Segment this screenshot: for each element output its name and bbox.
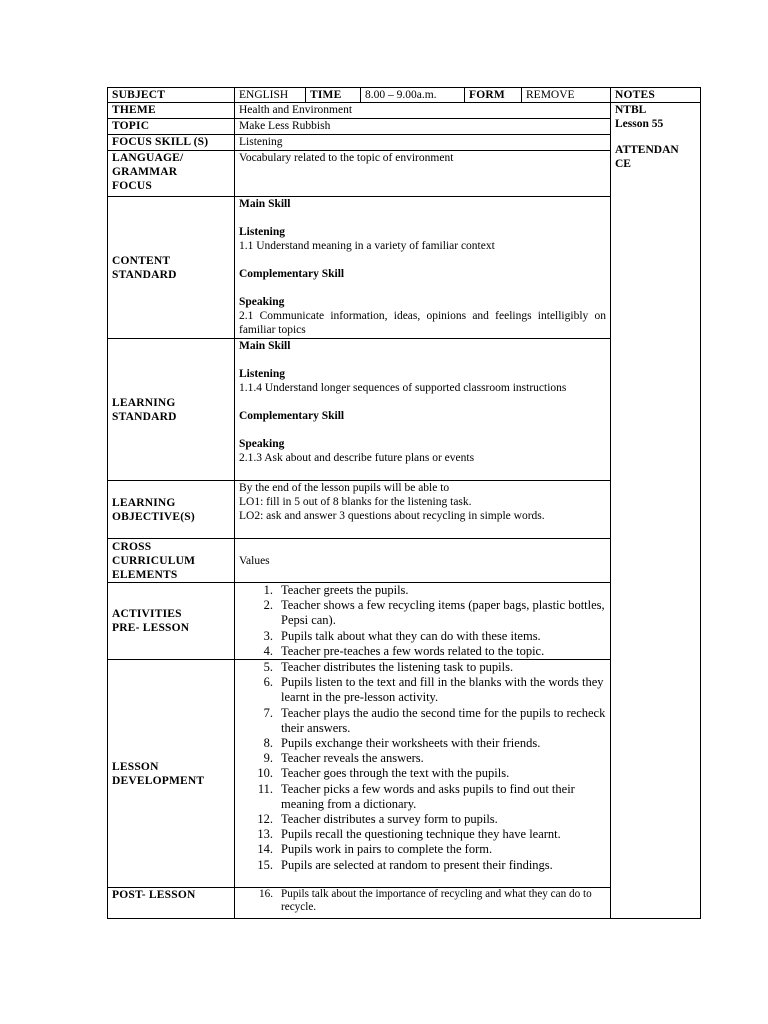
activity-text: Teacher greets the pupils. — [281, 583, 409, 597]
activity-number: 3. — [263, 628, 273, 643]
form-label: FORM — [465, 88, 522, 103]
lesson-development-item — [239, 858, 606, 873]
notes-attendance-1: ATTENDAN — [615, 144, 679, 156]
activity-number: 1. — [263, 583, 273, 597]
lesson-development-list-cell — [235, 660, 611, 888]
activity-text: Pupils listen to the text and fill in the blanks with the words they learnt in the pre-lesson activity. — [281, 675, 604, 705]
lesson-development-item — [239, 812, 606, 827]
theme-value: Health and Environment — [235, 103, 611, 119]
activity-number: 14. — [257, 842, 273, 857]
lo1-text: LO1: fill in 5 out of 8 blanks for the listening task. — [239, 496, 472, 508]
cs-main-skill-name: Listening — [239, 226, 286, 238]
activity-text: Teacher pre-teaches a few words related to the topic. — [281, 643, 545, 658]
lesson-development-item — [239, 706, 606, 736]
activity-number: 8. — [263, 736, 273, 751]
topic-label: TOPIC — [108, 119, 235, 135]
lo2-text: LO2: ask and answer 3 questions about recycling in simple words. — [239, 510, 545, 522]
activity-number: 10. — [257, 766, 273, 781]
focus-skill-label: FOCUS SKILL (S) — [108, 135, 235, 151]
activity-number: 4. — [263, 643, 273, 658]
activity-number: 2. — [263, 598, 273, 613]
activity-text: Teacher shows a few recycling items (paper bags, plastic bottles, Pepsi can). — [281, 598, 605, 628]
learning-standard-value — [235, 339, 611, 481]
lesson-development-item — [239, 766, 606, 781]
ls-main-skill-text: 1.1.4 Understand longer sequences of supported classroom instructions — [239, 382, 567, 394]
ls-comp-skill-name: Speaking — [239, 438, 285, 450]
activity-number: 13. — [257, 827, 273, 842]
ls-main-skill-heading: Main Skill — [239, 340, 291, 352]
cross-curriculum-label: CROSS CURRICULUM ELEMENTS — [108, 539, 235, 583]
lesson-development-list — [239, 660, 606, 873]
pre-lesson-list-cell — [235, 583, 611, 660]
lesson-development-item — [239, 736, 606, 751]
lesson-development-item — [239, 751, 606, 766]
lesson-plan-page — [107, 87, 700, 919]
activity-text: Teacher picks a few words and asks pupils to find out their meaning from a dictionary. — [281, 781, 575, 811]
cs-main-skill-text: 1.1 Understand meaning in a variety of familiar context — [239, 240, 495, 252]
activity-text: Pupils exchange their worksheets with their friends. — [281, 736, 541, 751]
activity-text: Pupils are selected at random to present their findings. — [281, 857, 553, 872]
post-lesson-label: POST- LESSON — [108, 888, 235, 919]
cs-main-skill-heading: Main Skill — [239, 198, 291, 210]
activity-text: Teacher plays the audio the second time for the pupils to recheck their answers. — [281, 705, 606, 735]
activity-text: Teacher distributes a survey form to pupils. — [281, 812, 498, 827]
notes-lesson: Lesson 55 — [615, 118, 664, 130]
activity-number: 11. — [257, 781, 273, 796]
activity-text: Pupils talk about what they can do with these items. — [281, 628, 541, 643]
activity-text: Pupils talk about the importance of recycling and what they can do to recycle. — [281, 888, 592, 914]
lo-intro: By the end of the lesson pupils will be able to — [239, 482, 450, 494]
pre-lesson-item — [239, 583, 606, 598]
ls-main-skill-name: Listening — [239, 368, 286, 380]
learning-objectives-label: LEARNING OBJECTIVE(S) — [108, 481, 235, 539]
pre-lesson-item — [239, 629, 606, 644]
time-value: 8.00 – 9.00a.m. — [361, 88, 465, 103]
notes-column — [611, 103, 701, 919]
pre-lesson-item — [239, 598, 606, 628]
activity-number: 5. — [263, 660, 273, 675]
cs-comp-skill-name: Speaking — [239, 296, 285, 308]
cs-comp-skill-heading: Complementary Skill — [239, 268, 345, 280]
lesson-plan-table — [107, 87, 701, 919]
cross-curriculum-value: Values — [235, 539, 611, 583]
post-lesson-list-cell — [235, 888, 611, 919]
pre-lesson-label: ACTIVITIES PRE- LESSON — [108, 583, 235, 660]
language-focus-label: LANGUAGE/ GRAMMAR FOCUS — [108, 151, 235, 197]
topic-value: Make Less Rubbish — [235, 119, 611, 135]
activity-text: Pupils work in pairs to complete the form. — [281, 842, 493, 857]
activity-text: Teacher goes through the text with the pupils. — [281, 766, 510, 781]
learning-objectives-value — [235, 481, 611, 539]
activity-number: 16. — [259, 888, 273, 901]
activity-number: 7. — [263, 705, 273, 720]
activity-number: 9. — [263, 751, 273, 766]
time-label: TIME — [306, 88, 361, 103]
lesson-development-item — [239, 660, 606, 675]
subject-label: SUBJECT — [108, 88, 235, 103]
activity-text: Pupils recall the questioning technique they have learnt. — [281, 827, 561, 842]
form-value: REMOVE — [522, 88, 611, 103]
ls-comp-skill-heading: Complementary Skill — [239, 410, 345, 422]
cs-comp-skill-text: 2.1 Communicate information, ideas, opinions and feelings intelligibly on familiar topics — [239, 310, 606, 336]
learning-standard-label: LEARNING STANDARD — [108, 339, 235, 481]
subject-value: ENGLISH — [235, 88, 306, 103]
notes-label: NOTES — [611, 88, 701, 103]
pre-lesson-list — [239, 583, 606, 659]
activity-number: 6. — [263, 675, 273, 690]
theme-label: THEME — [108, 103, 235, 119]
post-lesson-list — [239, 888, 606, 914]
notes-ntbl: NTBL — [615, 104, 647, 116]
notes-attendance-2: CE — [615, 158, 631, 170]
post-lesson-item — [239, 888, 606, 914]
theme-row — [108, 103, 701, 119]
content-standard-value — [235, 197, 611, 339]
pre-lesson-item — [239, 644, 606, 659]
lesson-development-label: LESSON DEVELOPMENT — [108, 660, 235, 888]
header-row — [108, 88, 701, 103]
lesson-development-item — [239, 782, 606, 812]
lesson-development-item — [239, 827, 606, 842]
activity-number: 15. — [257, 857, 273, 872]
content-standard-label: CONTENT STANDARD — [108, 197, 235, 339]
language-focus-value: Vocabulary related to the topic of environment — [235, 151, 611, 197]
activity-text: Teacher reveals the answers. — [281, 751, 424, 766]
activity-number: 12. — [257, 812, 273, 827]
lesson-development-item — [239, 675, 606, 705]
activity-text: Teacher distributes the listening task to pupils. — [281, 660, 514, 675]
ls-comp-skill-text: 2.1.3 Ask about and describe future plans or events — [239, 452, 475, 464]
focus-skill-value: Listening — [235, 135, 611, 151]
lesson-development-item — [239, 842, 606, 857]
